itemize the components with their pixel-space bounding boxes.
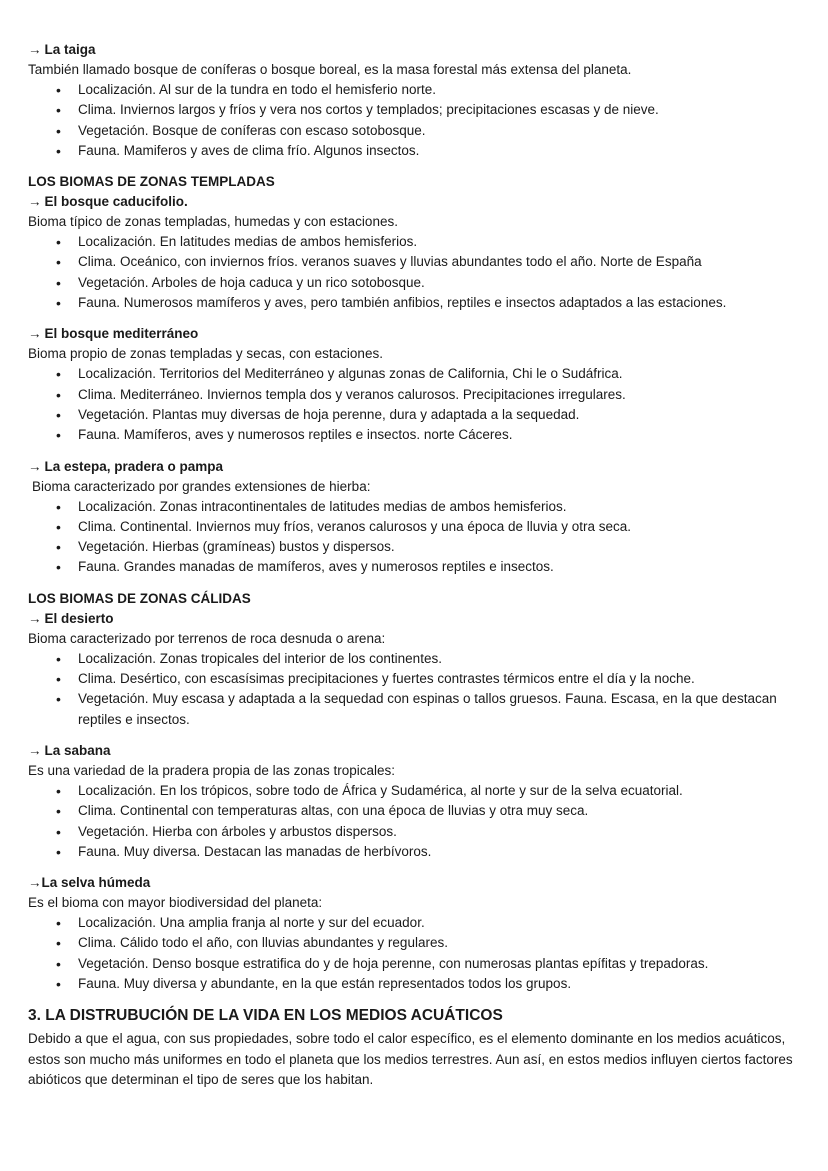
list-item: • Clima. Inviernos largos y fríos y vera nos cortos y templados; precipitaciones escasas y de nieve. (56, 100, 800, 120)
arrow-icon: → (28, 610, 42, 626)
section-heading-acuaticos: 3. LA DISTRUBUCIÓN DE LA VIDA EN LOS MEDIOS ACUÁTICOS (28, 1007, 503, 1025)
list-item: • Clima. Cálido todo el año, con lluvias abundantes y regulares. (56, 933, 800, 953)
list-item: • Vegetación. Plantas muy diversas de hoja perenne, dura y adaptada a la sequedad. (56, 405, 800, 425)
section-acuaticos (28, 1005, 800, 1091)
section-title: → La taiga (28, 42, 96, 57)
list-item: • Fauna. Mamíferos, aves y numerosos reptiles e insectos. norte Cáceres. (56, 425, 800, 445)
bullet-list (28, 649, 800, 730)
list-item: • Vegetación. Arboles de hoja caduca y un rico sotobosque. (56, 273, 800, 293)
section-intro: Es el bioma con mayor biodiversidad del planeta: (28, 895, 323, 911)
paragraph: Debido a que el agua, con sus propiedades, sobre todo el calor específico, es el elemento dominante en los medios acuáticos, estos son mucho más uniformes en todo el planeta que los medios terrestres. Aun así, en estos medios influyen ciertos factores abióticos que determinan el tipo de seres que los habitan. (28, 1031, 793, 1088)
list-item: • Vegetación. Hierbas (gramíneas) bustos y dispersos. (56, 537, 800, 557)
section-title: → La sabana (28, 742, 111, 758)
section-intro: Bioma caracterizado por terrenos de roca desnuda o arena: (28, 630, 386, 646)
arrow-icon: → (28, 458, 42, 474)
section-intro: Bioma caracterizado por grandes extensiones de hierba: (32, 478, 371, 494)
list-item: • Localización. Una amplia franja al norte y sur del ecuador. (56, 913, 800, 933)
section-desierto (28, 609, 800, 730)
bullet-list (28, 232, 800, 313)
section-mediterraneo (28, 324, 800, 445)
list-item: • Localización. Zonas intracontinentales de latitudes medias de ambos hemisferios. (56, 497, 800, 517)
list-item: • Vegetación. Muy escasa y adaptada a la sequedad con espinas o tallos gruesos. Fauna. Escasa, en la que destacan reptiles e insectos. (56, 689, 800, 730)
arrow-icon: → (28, 194, 42, 210)
list-item: • Localización. Al sur de la tundra en todo el hemisferio norte. (56, 80, 800, 100)
arrow-icon: → (28, 42, 42, 57)
section-intro: Bioma típico de zonas templadas, humedas y con estaciones. (28, 214, 398, 230)
list-item: • Clima. Continental. Inviernos muy fríos, veranos calurosos y una época de lluvia y otra seca. (56, 517, 800, 537)
list-item: • Fauna. Numerosos mamíferos y aves, pero también anfibios, reptiles e insectos adaptados a las estaciones. (56, 293, 800, 313)
arrow-icon: → (28, 742, 42, 758)
section-title: → El desierto (28, 610, 114, 626)
bullet-list (28, 781, 800, 862)
list-item: • Vegetación. Denso bosque estratifica do y de hoja perenne, con numerosas plantas epífitas y trepadoras. (56, 954, 800, 974)
section-title: → La estepa, pradera o pampa (28, 458, 224, 474)
section-intro: También llamado bosque de coníferas o bosque boreal, es la masa forestal más extensa del planeta. (28, 62, 632, 77)
arrow-icon: → (28, 326, 42, 342)
list-item: • Fauna. Mamiferos y aves de clima frío. Algunos insectos. (56, 141, 800, 161)
heading-calidas: LOS BIOMAS DE ZONAS CÁLIDAS (28, 590, 251, 606)
section-taiga (28, 40, 800, 161)
list-item: • Clima. Mediterráneo. Inviernos templa dos y veranos calurosos. Precipitaciones irregulares. (56, 385, 800, 405)
list-item: • Clima. Continental con temperaturas altas, con una época de lluvias y otra muy seca. (56, 801, 800, 821)
section-title: → El bosque caducifolio. (28, 194, 188, 210)
list-item: • Fauna. Grandes manadas de mamíferos, aves y numerosos reptiles e insectos. (56, 557, 800, 577)
list-item: • Clima. Oceánico, con inviernos fríos. veranos suaves y lluvias abundantes todo el año. Norte de España (56, 252, 800, 272)
list-item: • Localización. En latitudes medias de ambos hemisferios. (56, 232, 800, 252)
heading-templadas: LOS BIOMAS DE ZONAS TEMPLADAS (28, 174, 275, 190)
section-selva (28, 873, 800, 994)
section-caducifolio (28, 192, 800, 313)
bullet-list (28, 364, 800, 445)
bullet-list (28, 497, 800, 578)
list-item: • Localización. Territorios del Mediterráneo y algunas zonas de California, Chi le o Sudáfrica. (56, 364, 800, 384)
list-item: • Fauna. Muy diversa. Destacan las manadas de herbívoros. (56, 842, 800, 862)
section-intro: Bioma propio de zonas templadas y secas, con estaciones. (28, 346, 383, 362)
arrow-icon: → (28, 875, 42, 891)
list-item: • Vegetación. Hierba con árboles y arbustos dispersos. (56, 822, 800, 842)
section-sabana (28, 741, 800, 862)
section-estepa (28, 457, 800, 578)
section-title: → El bosque mediterráneo (28, 326, 199, 342)
bullet-list (28, 80, 800, 161)
section-intro: Es una variedad de la pradera propia de las zonas tropicales: (28, 762, 395, 778)
section-title: →La selva húmeda (28, 875, 151, 891)
list-item: • Clima. Desértico, con escasísimas precipitaciones y fuertes contrastes térmicos entre el día y la noche. (56, 669, 800, 689)
list-item: • Localización. Zonas tropicales del interior de los continentes. (56, 649, 800, 669)
bullet-list (28, 913, 800, 994)
list-item: • Localización. En los trópicos, sobre todo de África y Sudamérica, al norte y sur de la selva ecuatorial. (56, 781, 800, 801)
list-item: • Vegetación. Bosque de coníferas con escaso sotobosque. (56, 121, 800, 141)
list-item: • Fauna. Muy diversa y abundante, en la que están representados todos los grupos. (56, 974, 800, 994)
